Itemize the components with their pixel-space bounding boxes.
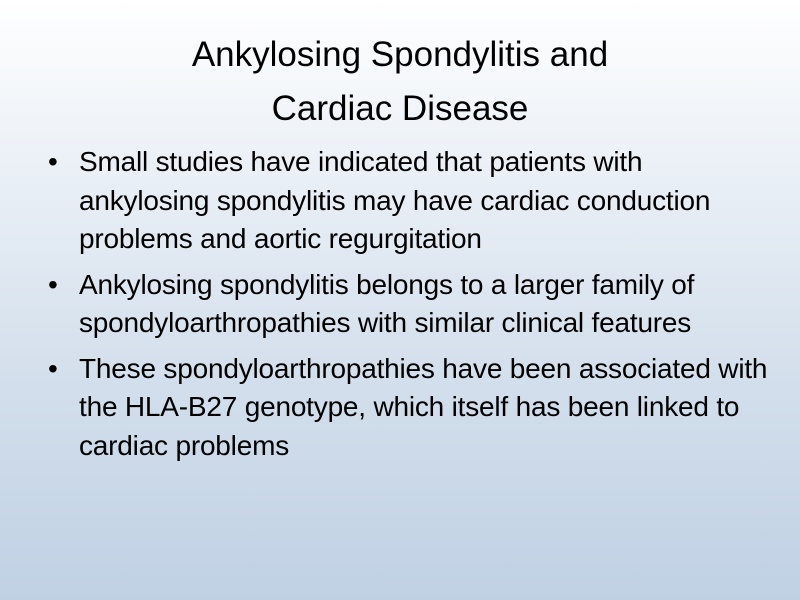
slide-title-line-2: Cardiac Disease <box>271 89 529 128</box>
bullet-text-2: Ankylosing spondylitis belongs to a larger family of spondyloarthropathies with similar clinical features <box>79 268 695 338</box>
bullet-dot-icon: • <box>48 268 58 300</box>
bullet-item-2 <box>48 266 778 343</box>
bullet-item-3 <box>48 350 778 466</box>
slide-title <box>40 28 760 136</box>
bullet-text-1: Small studies have indicated that patients with ankylosing spondylitis may have cardiac conduction problems and aortic regurgitation <box>79 146 711 254</box>
bullet-list <box>48 143 778 472</box>
bullet-dot-icon: • <box>48 146 58 177</box>
bullet-item-1 <box>48 143 778 259</box>
bullet-dot-icon: • <box>48 352 58 384</box>
slide-title-line-1: Ankylosing Spondylitis and <box>191 35 609 74</box>
bullet-text-3: These spondyloarthropathies have been associated with the HLA-B27 genotype, which itself has been linked to cardiac problems <box>79 352 768 461</box>
